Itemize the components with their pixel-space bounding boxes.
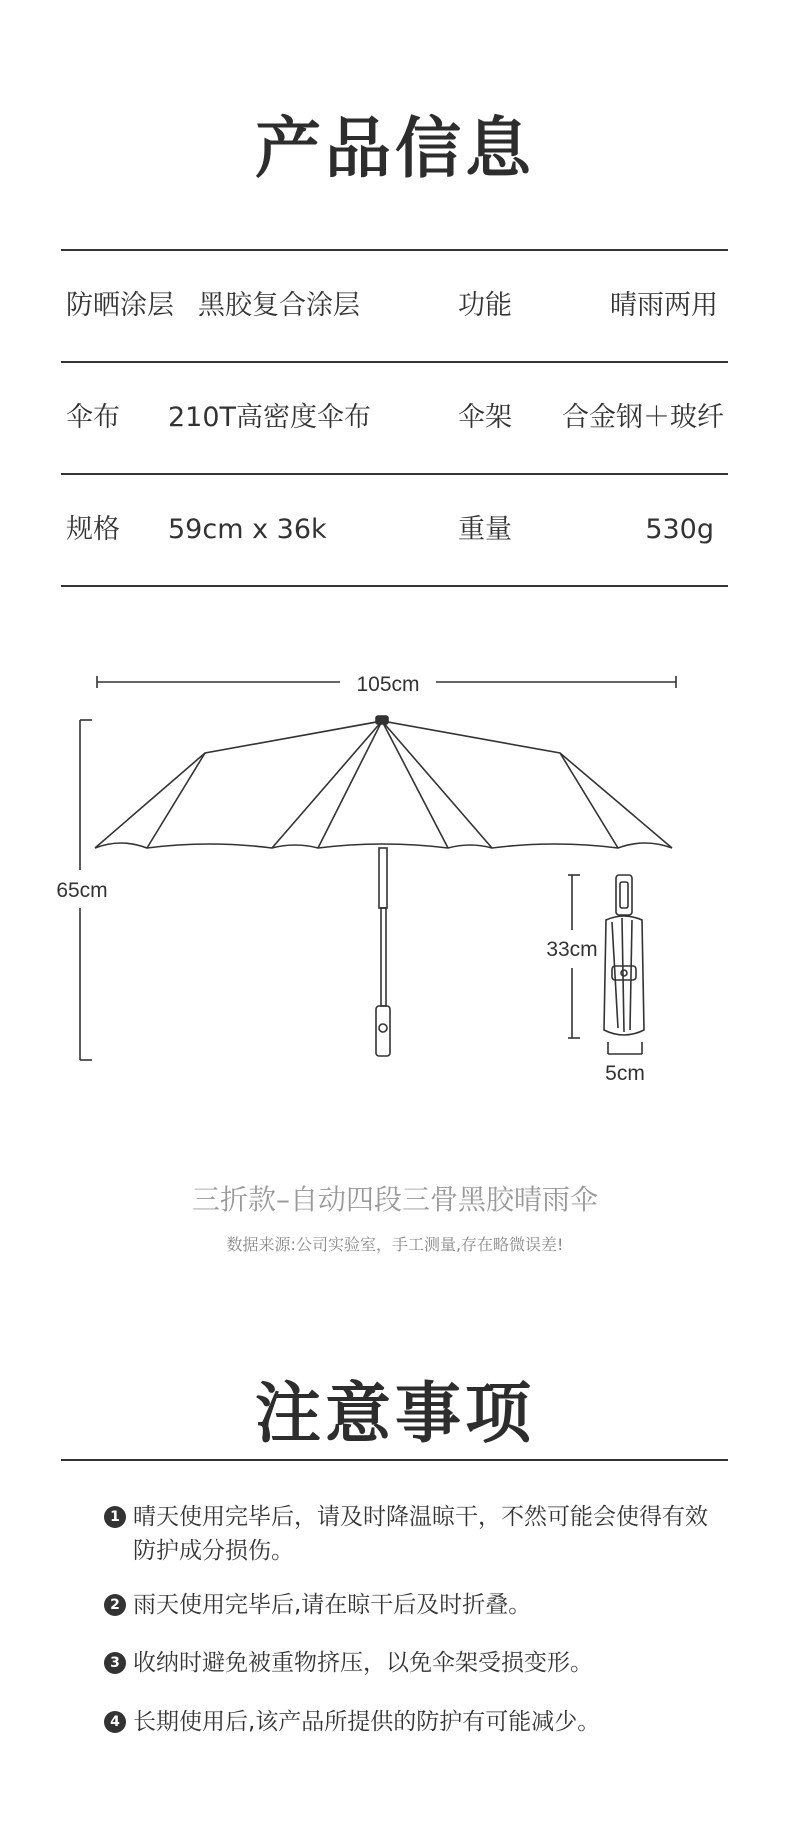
notice-text: 雨天使用完毕后,请在晾干后及时折叠。	[133, 1592, 532, 1618]
model-name: 三折款–自动四段三骨黑胶晴雨伞	[191, 1183, 598, 1216]
spec-label: 规格	[66, 514, 120, 545]
spec-label: 功能	[458, 290, 512, 321]
open-umbrella-icon	[95, 716, 672, 1056]
open-width-label: 105cm	[356, 673, 420, 696]
number-badge-icon: 4	[104, 1711, 126, 1733]
notice-text: 长期使用后,该产品所提供的防护有可能减少。	[133, 1709, 601, 1735]
number-badge-icon: 2	[104, 1594, 126, 1616]
umbrella-dimension-diagram	[0, 670, 790, 1090]
table-divider	[61, 361, 728, 363]
spec-value: 晴雨两用	[610, 290, 718, 321]
folded-umbrella-icon	[568, 875, 644, 1054]
folded-length-label: 33cm	[546, 938, 598, 961]
spec-label: 伞布	[66, 402, 120, 433]
number-badge-icon: 3	[104, 1652, 126, 1674]
spec-label: 伞架	[458, 402, 512, 433]
table-divider	[61, 249, 728, 251]
spec-value: 合金钢＋玻纤	[562, 402, 724, 433]
notice-text: 收纳时避免被重物挤压，以免伞架受损变形。	[133, 1650, 593, 1676]
spec-value: 黑胶复合涂层	[198, 290, 360, 321]
section-divider	[61, 1459, 728, 1461]
open-height-label: 65cm	[56, 879, 108, 902]
notice-title: 注意事项	[255, 1375, 535, 1452]
spec-label: 防晒涂层	[66, 290, 174, 321]
product-info-title: 产品信息	[255, 110, 535, 187]
spec-value: 59cm x 36k	[168, 514, 327, 545]
spec-value: 210T高密度伞布	[168, 402, 372, 433]
spec-value: 530g	[645, 514, 714, 545]
notice-text: 晴天使用完毕后，请及时降温晾干，不然可能会使得有效防护成分损伤。	[133, 1504, 708, 1564]
number-badge-icon: 1	[104, 1506, 126, 1528]
folded-diameter-label: 5cm	[605, 1062, 645, 1085]
data-source-note: 数据来源:公司实验室，手工测量,存在略微误差!	[226, 1235, 564, 1254]
spec-label: 重量	[458, 514, 512, 545]
table-divider	[61, 585, 728, 587]
table-divider	[61, 473, 728, 475]
